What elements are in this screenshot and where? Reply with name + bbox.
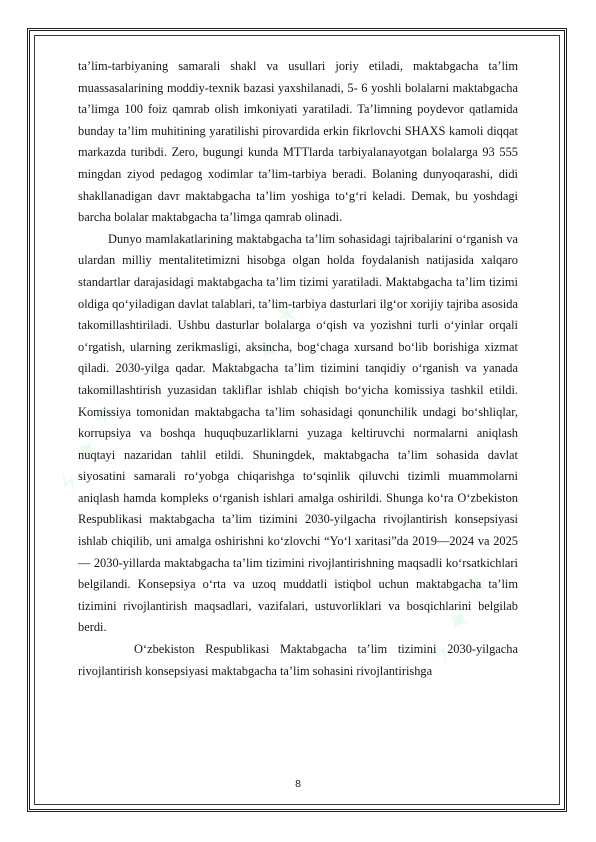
page-number: 8 — [295, 778, 301, 790]
document-body — [78, 56, 518, 682]
watermark-right: ⚡ ✦ ✶ — [421, 564, 501, 671]
paragraph-3: O‘zbekiston Respublikasi Maktabgacha ta’lim tizimini 2030-yilgacha rivojlantirish konsepsiyasi maktabgacha ta’lim sohasini rivojlantirishga — [78, 642, 518, 678]
paragraph-2: Dunyo mamlakatlarining maktabgacha ta’lim sohasidagi tajribalarini o‘rganish va ulardan milliy mentalitetimizni hisobga olgan holda foydalanish natijasida xalqaro standartlar darajasidagi maktabgacha ta’lim tizimi yaratiladi. Maktabgacha ta’lim tizimi oldiga qo‘yiladigan davlat talablari, ta’lim-tarbiya dasturlari ilg‘or xorijiy tajriba asosida takomillashtiriladi. Ushbu dasturlar bolalarga o‘qish va yozishni turli o‘yinlar orqali o‘rgatish, ularning zerikmasligi, aksincha, bog‘chaga xursand bo‘lib borishiga xizmat qiladi. 2030-yilga qadar. Maktabgacha ta’lim tizimini tanqidiy o‘rganish va yanada takomillashtirish yuzasidan takliflar ishlab chiqish bo‘yicha komissiya tashkil etildi. Komissiya tomonidan maktabgacha ta’lim sohasidagi qonunchilik undagi bo‘shliqlar, korrupsiya va boshqa huquqbuzarliklarni yuzaga keltiruvchi normalarni aniqlash nuqtayi nazaridan tahlil etildi. Shuningdek, maktabgacha ta’lim sohasida davlat siyosatini samarali ro‘yobga chiqarishga to‘sqinlik qiluvchi tizimli muammolarni aniqlash hamda kompleks o‘rganish ishlari amalga oshirildi. Shunga ko‘ra O‘zbekiston Respublikasi maktabgacha ta’lim tizimini 2030-yilgacha rivojlantirish konsepsiyasi ishlab chiqilib, uni amalga oshirishni ko‘zlovchi “Yo‘l xaritasi”da 2019—2024 va 2025— 2030-yillarda maktabgacha ta’lim tizimini rivojlantirishning maqsadli ko‘rsatkichlari belgilandi. Konsepsiya o‘rta va uzoq muddatli istiqbol uchun maktabgacha ta’lim tizimini rivojlantirish maqsadlari, vazifalari, ustuvorliklari va bosqichlarini belgilab berdi. — [78, 231, 518, 635]
paragraph-1: ta’lim-tarbiyaning samarali shakl va usullari joriy etiladi, maktabgacha ta’lim muassasalarining moddiy-texnik bazasi yaxshilanadi, 5- 6 yoshli bolalarni maktabgacha ta’limga 100 foiz qamrab olish imkoniyati yaratiladi. Ta’limning poydevor qatlamida bunday ta’lim muhitining yaratilishi pirovardida erkin fikrlovchi SHAXS kamoli diqqat markazda turibdi. Zero, bugungi kunda MTTlarda tarbiyalanayotgan bolalarga 93 555 mingdan ziyod pedagog xodimlar ta’lim-tarbiya beradi. Bolaning dunyoqarashi, didi shakllanadigan davr maktabgacha ta’lim yoshiga to‘g‘ri keladi. Demak, bu yoshdagi barcha bolalar maktabgacha ta’limga qamrab olinadi. — [78, 59, 518, 225]
watermark-center: ⚡ ✦ ✶ — [231, 294, 311, 401]
watermark-left: ⚡ ✦ ✶ — [49, 394, 129, 501]
